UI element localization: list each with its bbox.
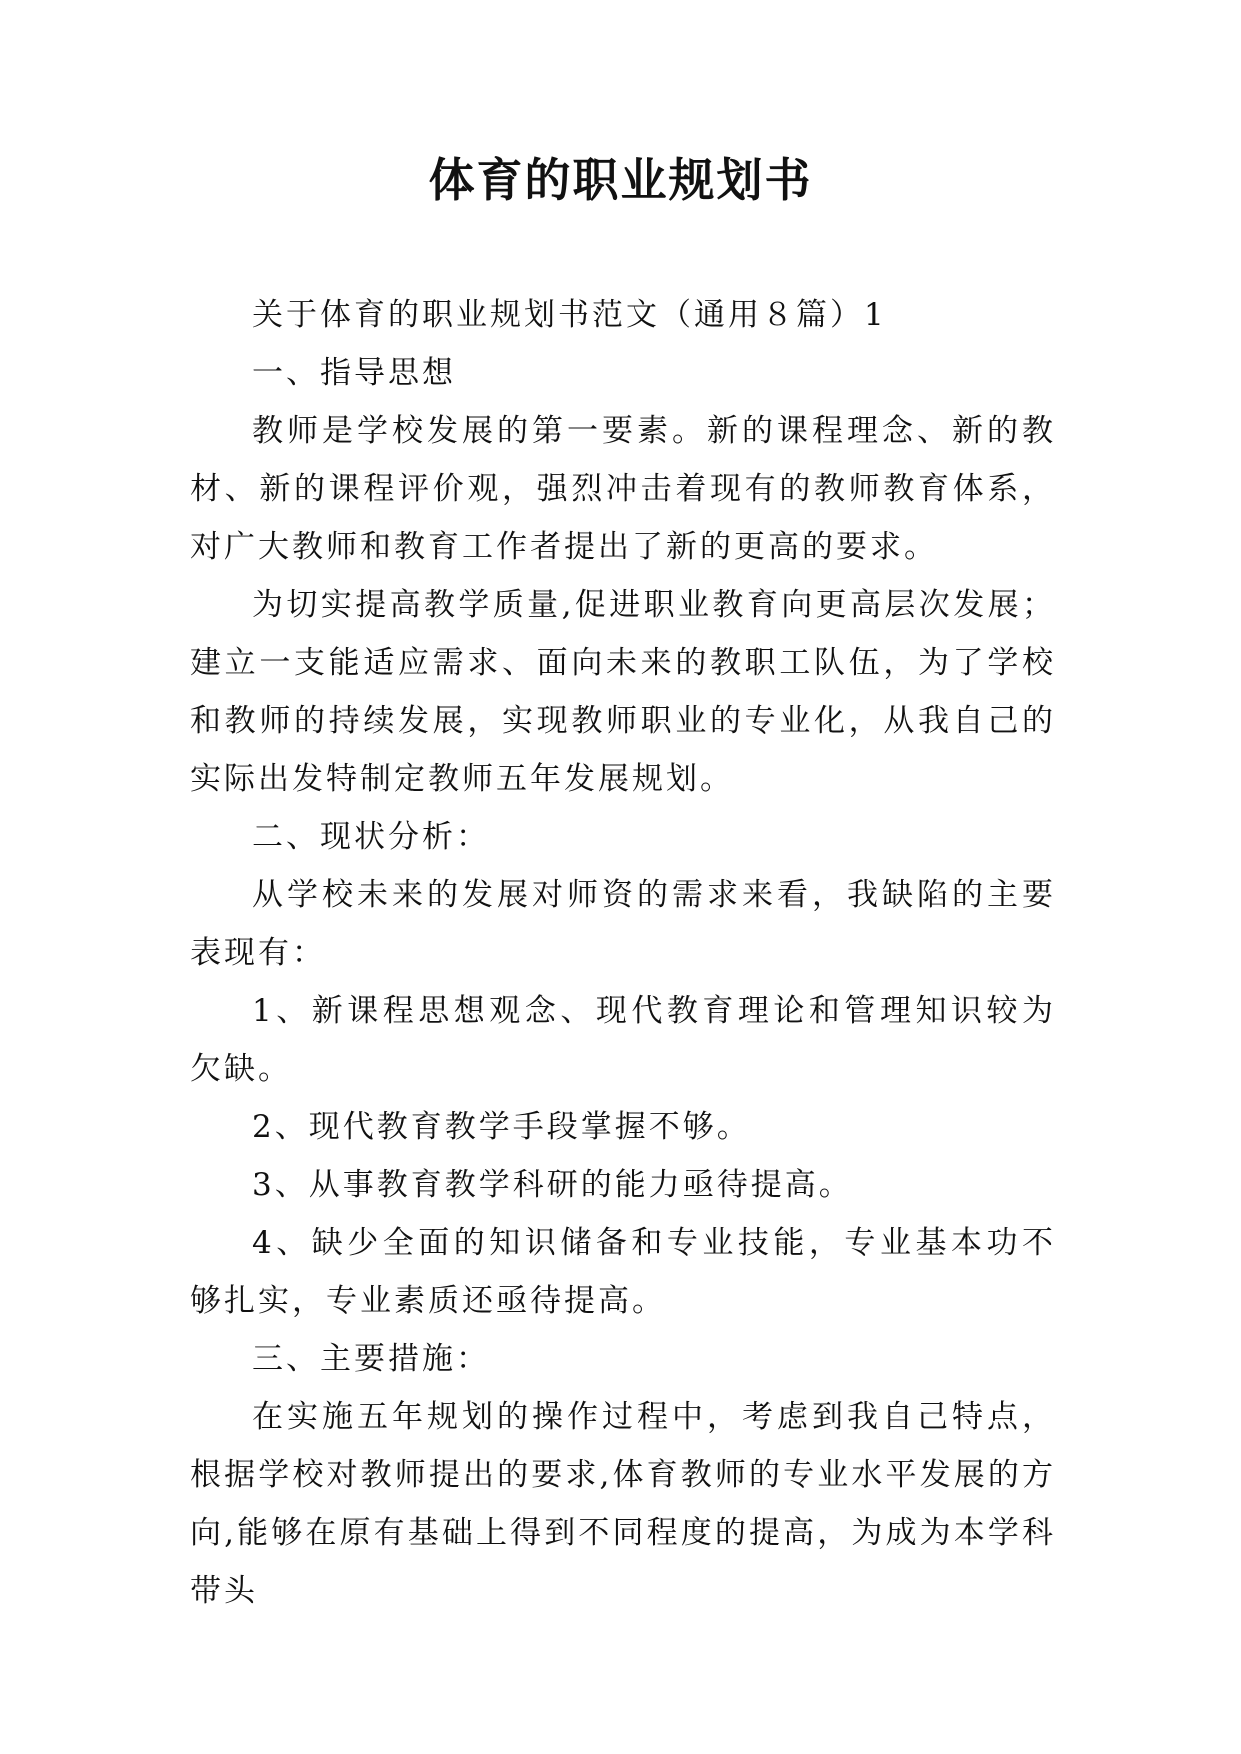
list-item: 4、缺少全面的知识储备和专业技能，专业基本功不够扎实，专业素质还亟待提高。 xyxy=(190,1225,1056,1319)
paragraph: 从学校未来的发展对师资的需求来看，我缺陷的主要表现有： xyxy=(190,877,1056,971)
document-body xyxy=(190,286,1056,1620)
list-item: 3、从事教育教学科研的能力亟待提高。 xyxy=(252,1167,853,1203)
paragraph-intro: 关于体育的职业规划书范文（通用８篇）1 xyxy=(252,297,887,333)
paragraph: 教师是学校发展的第一要素。新的课程理念、新的教材、新的课程评价观，强烈冲击着现有的教师教育体系，对广大教师和教育工作者提出了新的更高的要求。 xyxy=(190,413,1056,565)
list-item: 2、现代教育教学手段掌握不够。 xyxy=(252,1109,751,1145)
heading-main-measures: 三、主要措施： xyxy=(252,1341,490,1377)
heading-status-analysis: 二、现状分析： xyxy=(252,819,490,855)
document-title: 体育的职业规划书 xyxy=(428,153,813,207)
paragraph: 在实施五年规划的操作过程中，考虑到我自己特点，根据学校对教师提出的要求,体育教师的专业水平发展的方向,能够在原有基础上得到不同程度的提高，为成为本学科带头 xyxy=(190,1399,1056,1609)
list-item: 1、新课程思想观念、现代教育理论和管理知识较为欠缺。 xyxy=(190,993,1056,1087)
heading-guiding-ideology: 一、指导思想 xyxy=(252,355,456,391)
paragraph: 为切实提高教学质量,促进职业教育向更高层次发展；建立一支能适应需求、面向未来的教职工队伍，为了学校和教师的持续发展，实现教师职业的专业化，从我自己的实际出发特制定教师五年发展规划。 xyxy=(190,587,1056,797)
